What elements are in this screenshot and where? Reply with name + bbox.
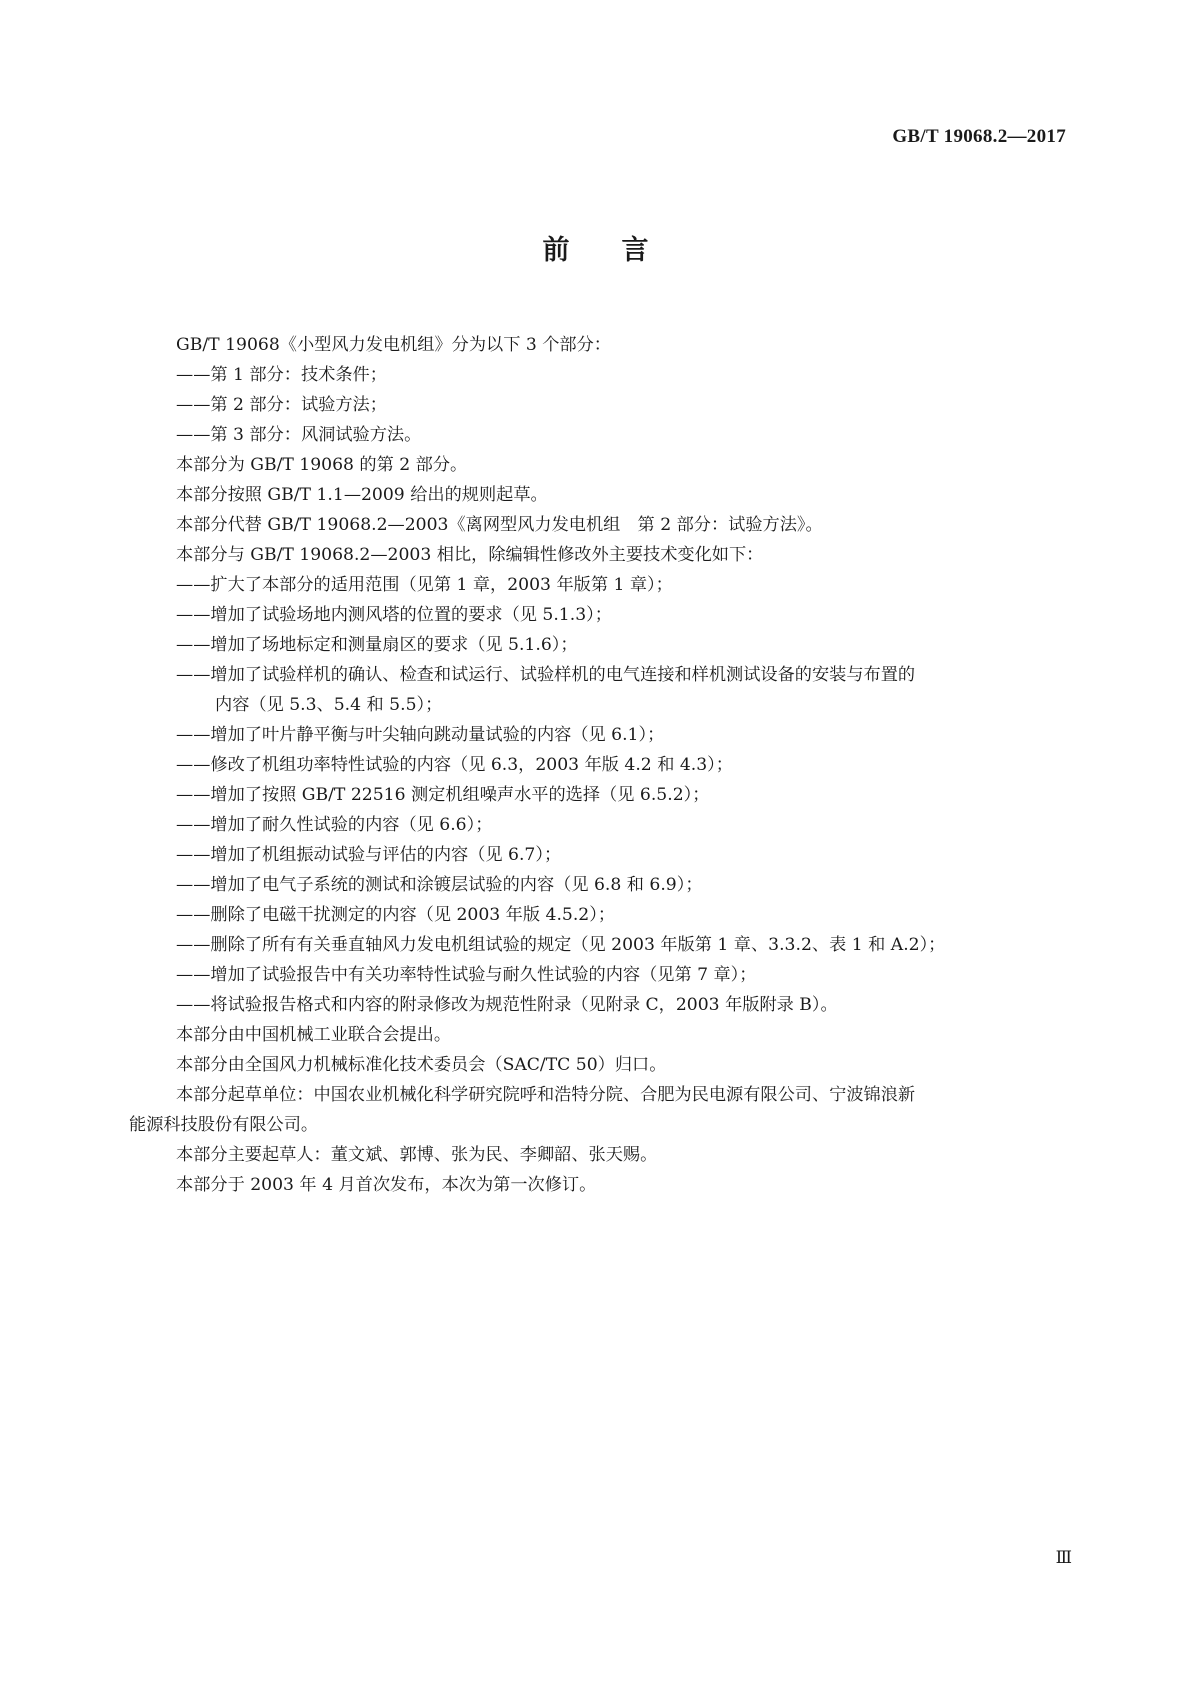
list-item-change: ——增加了按照 GB/T 22516 测定机组噪声水平的选择（见 6.5.2）； [176, 785, 710, 805]
list-item-change: ——删除了电磁干扰测定的内容（见 2003 年版 4.5.2）； [176, 905, 616, 925]
paragraph-replaces: 本部分代替 GB/T 19068.2—2003《离网型风力发电机组 第 2 部分：试验方法》。 [176, 515, 823, 535]
paragraph-release-history: 本部分于 2003 年 4 月首次发布，本次为第一次修订。 [176, 1175, 597, 1195]
page-title: 前言 [542, 235, 701, 266]
list-item-change: ——增加了试验样机的确认、检查和试运行、试验样机的电气连接和样机测试设备的安装与布置的 [176, 665, 916, 685]
paragraph-parts-intro: GB/T 19068《小型风力发电机组》分为以下 3 个部分： [176, 335, 611, 355]
list-item-change: ——增加了试验场地内测风塔的位置的要求（见 5.1.3）； [176, 605, 612, 625]
paragraph-changes-intro: 本部分与 GB/T 19068.2—2003 相比，除编辑性修改外主要技术变化如下： [176, 545, 764, 565]
list-item-part-2: ——第 2 部分：试验方法； [176, 395, 387, 415]
list-item-part-1: ——第 1 部分：技术条件； [176, 365, 387, 385]
list-item-change: ——修改了机组功率特性试验的内容（见 6.3，2003 年版 4.2 和 4.3）； [176, 755, 733, 775]
page-number: Ⅲ [1055, 1548, 1071, 1567]
list-item-change: ——将试验报告格式和内容的附录修改为规范性附录（见附录 C，2003 年版附录 B）。 [176, 995, 838, 1015]
list-item-change: ——增加了叶片静平衡与叶尖轴向跳动量试验的内容（见 6.1）； [176, 725, 665, 745]
paragraph-drafting-units-continuation: 能源科技股份有限公司。 [129, 1115, 319, 1135]
standard-number: GB/T 19068.2—2017 [892, 126, 1066, 147]
paragraph-part-of: 本部分为 GB/T 19068 的第 2 部分。 [176, 455, 468, 475]
list-item-change: ——扩大了本部分的适用范围（见第 1 章，2003 年版第 1 章）； [176, 575, 673, 595]
paragraph-drafters: 本部分主要起草人：董文斌、郭博、张为民、李卿韶、张天赐。 [176, 1145, 658, 1165]
paragraph-centralized-by: 本部分由全国风力机械标准化技术委员会（SAC/TC 50）归口。 [176, 1055, 667, 1075]
paragraph-drafting-units: 本部分起草单位：中国农业机械化科学研究院呼和浩特分院、合肥为民电源有限公司、宁波锦浪新 [176, 1085, 916, 1105]
list-item-change-continuation: 内容（见 5.3、5.4 和 5.5）； [215, 695, 443, 715]
foreword-body [129, 330, 1059, 1200]
list-item-change: ——增加了场地标定和测量扇区的要求（见 5.1.6）； [176, 635, 578, 655]
list-item-change: ——增加了电气子系统的测试和涂镀层试验的内容（见 6.8 和 6.9）； [176, 875, 703, 895]
paragraph-proposed-by: 本部分由中国机械工业联合会提出。 [176, 1025, 452, 1045]
paragraph-drafting-rules: 本部分按照 GB/T 1.1—2009 给出的规则起草。 [176, 485, 548, 505]
list-item-change: ——增加了机组振动试验与评估的内容（见 6.7）； [176, 845, 562, 865]
list-item-change: ——删除了所有有关垂直轴风力发电机组试验的规定（见 2003 年版第 1 章、3.3.2、表 1 和 A.2）； [176, 935, 946, 955]
list-item-part-3: ——第 3 部分：风洞试验方法。 [176, 425, 422, 445]
list-item-change: ——增加了试验报告中有关功率特性试验与耐久性试验的内容（见第 7 章）； [176, 965, 757, 985]
list-item-change: ——增加了耐久性试验的内容（见 6.6）； [176, 815, 493, 835]
